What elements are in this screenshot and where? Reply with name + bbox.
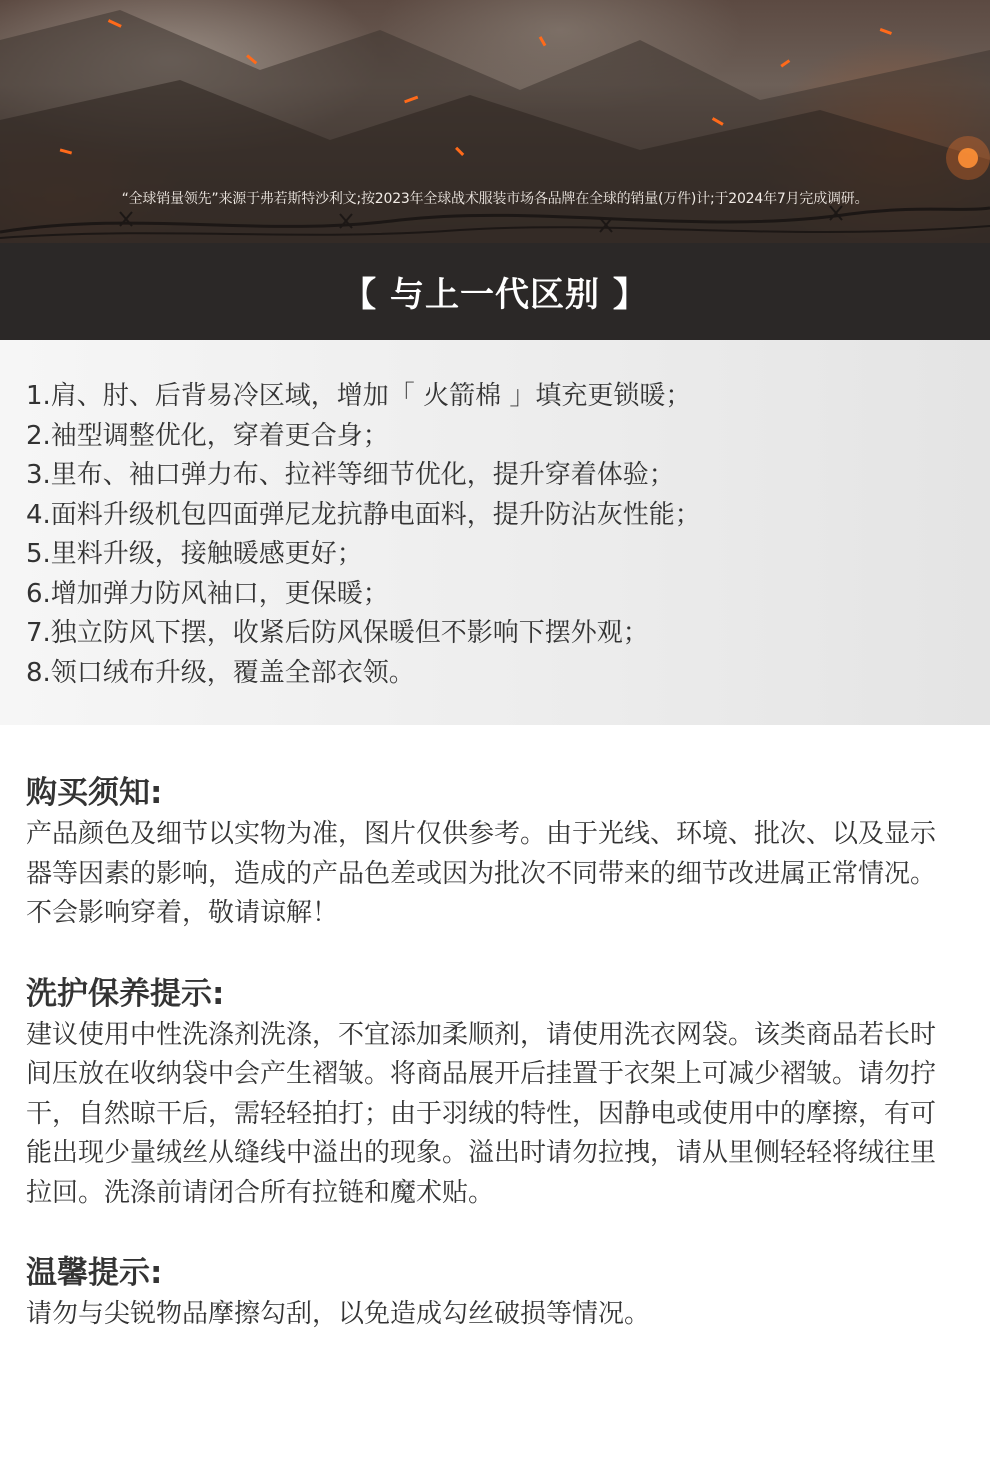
list-item: 4.面料升级机包四面弹尼龙抗静电面料，提升防沾灰性能； — [26, 499, 701, 530]
list-item: 8.领口绒布升级，覆盖全部衣领。 — [26, 657, 415, 688]
care-tips-body: 建议使用中性洗涤剂洗涤，不宜添加柔顺剂，请使用洗衣网袋。该类商品若长时间压放在收纳袋中会产生褶皱。将商品展开后挂置于衣架上可减少褶皱。请勿拧干，自然晾干后，需轻轻拍打；由于羽绒的特性，因静电或使用中的摩擦，有可能出现少量绒丝从缝线中溢出的现象。溢出时请勿拉拽，请从里侧轻轻将绒往里拉回。洗涤前请闭合所有拉链和魔术贴。 — [26, 1019, 937, 1208]
care-tips-section — [0, 972, 990, 1214]
list-item: 2.袖型调整优化，穿着更合身； — [26, 420, 389, 451]
comparison-title: 【 与上一代区别 】 — [342, 275, 648, 315]
hero-banner — [0, 0, 990, 243]
purchase-notice-body: 产品颜色及细节以实物为准，图片仅供参考。由于光线、环境、批次、以及显示器等因素的影响，造成的产品色差或因为批次不同带来的细节改进属正常情况。不会影响穿着，敬请谅解！ — [26, 819, 937, 928]
comparison-list-panel — [0, 340, 990, 725]
list-item: 3.里布、袖口弹力布、拉袢等细节优化，提升穿着体验； — [26, 460, 675, 490]
sales-claim-footnote: “全球销量领先”来源于弗若斯特沙利文;按2023年全球战术服装市场各品牌在全球的销量(万件)计;于2024年7月完成调研。 — [121, 191, 869, 207]
warm-tips-body: 请勿与尖锐物品摩擦勾刮，以免造成勾丝破损等情况。 — [26, 1299, 651, 1329]
warm-tips-section — [0, 1251, 990, 1335]
comparison-list — [26, 377, 990, 693]
purchase-notice-section — [0, 771, 990, 934]
care-tips-heading: 洗护保养提示: — [26, 975, 225, 1012]
comparison-title-band — [0, 243, 990, 340]
list-item: 6.增加弹力防风袖口，更保暖； — [26, 578, 389, 609]
purchase-notice-heading: 购买须知: — [26, 775, 163, 811]
list-item: 5.里料升级，接触暖感更好； — [26, 539, 363, 569]
list-item: 7.独立防风下摆，收紧后防风保暖但不影响下摆外观； — [26, 618, 649, 648]
warm-tips-heading: 温馨提示: — [26, 1255, 163, 1291]
list-item: 1.肩、肘、后背易冷区域，增加「 火箭棉 」填充更锁暖； — [26, 381, 692, 411]
